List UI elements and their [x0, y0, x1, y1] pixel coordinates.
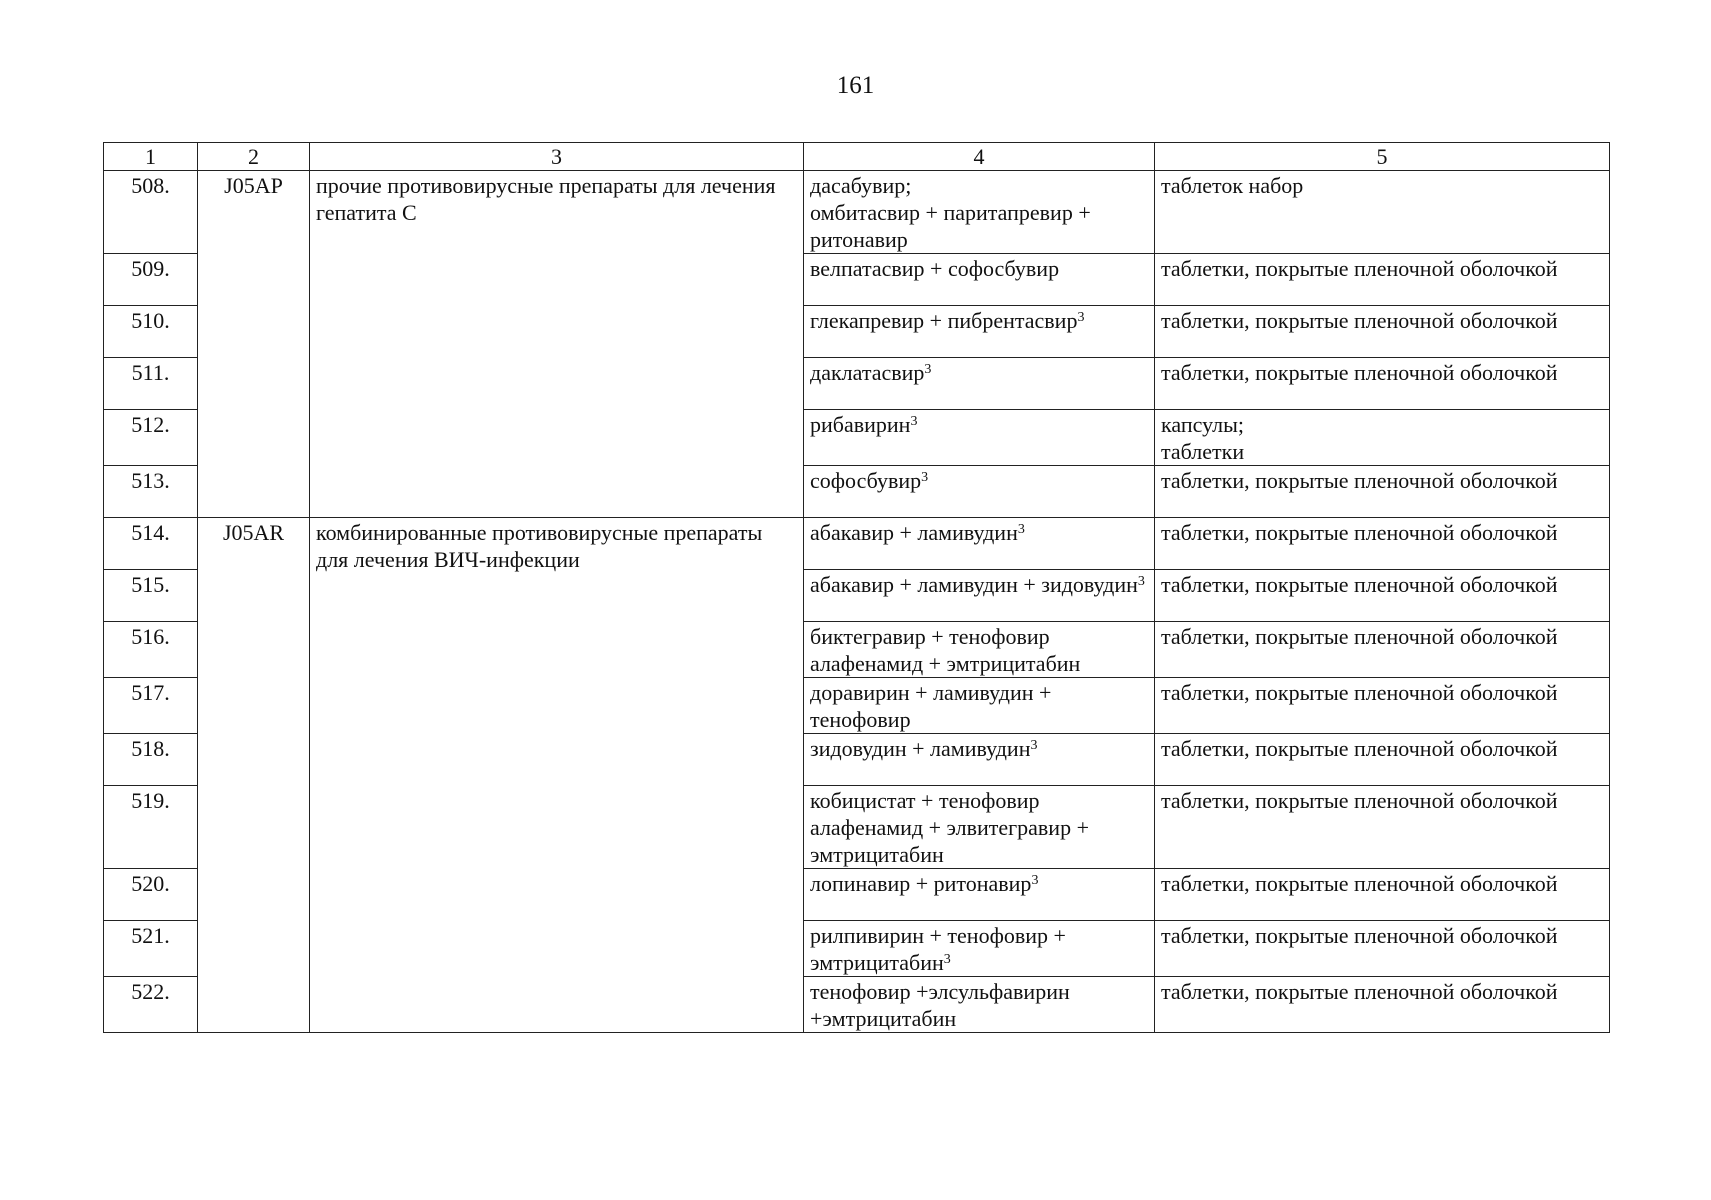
- table-header: [104, 143, 1610, 171]
- footnote-marker: 3: [1031, 873, 1039, 888]
- drug-name: [804, 570, 1155, 622]
- drug-name: [804, 869, 1155, 921]
- drug-name-text: абакавир + ламивудин + зидовудин: [810, 572, 1138, 597]
- table-row: [104, 518, 1610, 570]
- drug-table: [103, 142, 1610, 1033]
- drug-name-text: рилпивирин + тенофовир + эмтрицитабин: [810, 923, 1066, 975]
- drug-name: [804, 358, 1155, 410]
- dosage-form-line: таблетки, покрытые пленочной оболочкой: [1161, 680, 1558, 705]
- drug-name: [804, 254, 1155, 306]
- footnote-marker: 3: [921, 470, 929, 485]
- drug-name-text: дасабувир;: [810, 173, 912, 198]
- row-number: 519.: [104, 786, 198, 869]
- dosage-form: [1155, 921, 1610, 977]
- drug-name-line: [810, 359, 1148, 386]
- dosage-form-line: таблетки, покрытые пленочной оболочкой: [1161, 624, 1558, 649]
- drug-name-line: [810, 571, 1148, 598]
- drug-name-text: рибавирин: [810, 412, 911, 437]
- drug-name: [804, 678, 1155, 734]
- drug-name: [804, 786, 1155, 869]
- row-number: 513.: [104, 466, 198, 518]
- footnote-marker: 3: [1017, 522, 1025, 537]
- drug-name-text: омбитасвир + паритапревир + ритонавир: [810, 200, 1091, 252]
- dosage-form: [1155, 786, 1610, 869]
- drug-name-text: тенофовир +элсульфавирин +эмтрицитабин: [810, 979, 1070, 1031]
- drug-name: [804, 977, 1155, 1033]
- drug-name-line: [810, 787, 1148, 868]
- dosage-form: [1155, 171, 1610, 254]
- drug-name-text: зидовудин + ламивудин: [810, 736, 1031, 761]
- row-number: 510.: [104, 306, 198, 358]
- dosage-form: [1155, 518, 1610, 570]
- row-number: 521.: [104, 921, 198, 977]
- dosage-form-line: таблетки, покрытые пленочной оболочкой: [1161, 360, 1558, 385]
- dosage-form-line: таблетки, покрытые пленочной оболочкой: [1161, 788, 1558, 813]
- dosage-form-line: таблетки: [1161, 439, 1245, 464]
- drug-name-text: велпатасвир + софосбувир: [810, 256, 1060, 281]
- dosage-form-line: таблетки, покрытые пленочной оболочкой: [1161, 256, 1558, 281]
- row-number: 509.: [104, 254, 198, 306]
- footnote-marker: 3: [924, 362, 932, 377]
- drug-name: [804, 921, 1155, 977]
- column-header: 5: [1155, 143, 1610, 171]
- dosage-form-line: таблетки, покрытые пленочной оболочкой: [1161, 923, 1558, 948]
- drug-name-text: лопинавир + ритонавир: [810, 871, 1032, 896]
- drug-name: [804, 622, 1155, 678]
- row-number: 515.: [104, 570, 198, 622]
- row-number: 520.: [104, 869, 198, 921]
- drug-name-line: [810, 679, 1148, 733]
- dosage-form: [1155, 254, 1610, 306]
- dosage-form-line: таблетки, покрытые пленочной оболочкой: [1161, 736, 1558, 761]
- dosage-form: [1155, 466, 1610, 518]
- table-body: [104, 171, 1610, 1033]
- footnote-marker: 3: [1137, 574, 1145, 589]
- footnote-marker: 3: [1030, 738, 1038, 753]
- column-header: 1: [104, 143, 198, 171]
- row-number: 522.: [104, 977, 198, 1033]
- row-number: 517.: [104, 678, 198, 734]
- drug-name-text: доравирин + ламивудин + тенофовир: [810, 680, 1052, 732]
- footnote-marker: 3: [943, 952, 951, 967]
- dosage-form-line: таблетки, покрытые пленочной оболочкой: [1161, 308, 1558, 333]
- footnote-marker: 3: [1077, 310, 1085, 325]
- dosage-form-line: таблетки, покрытые пленочной оболочкой: [1161, 520, 1558, 545]
- group-name: комбинированные противовирусные препараты для лечения ВИЧ-инфекции: [310, 518, 804, 1033]
- drug-name-line: [810, 307, 1148, 334]
- drug-name-line: [810, 870, 1148, 897]
- drug-name: [804, 171, 1155, 254]
- dosage-form: [1155, 869, 1610, 921]
- dosage-form: [1155, 410, 1610, 466]
- drug-name-line: [810, 467, 1148, 494]
- drug-name-line: [810, 199, 1148, 253]
- drug-name-line: [810, 519, 1148, 546]
- dosage-form-line: таблетки, покрытые пленочной оболочкой: [1161, 468, 1558, 493]
- drug-name-text: софосбувир: [810, 468, 922, 493]
- row-number: 511.: [104, 358, 198, 410]
- row-number: 518.: [104, 734, 198, 786]
- footnote-marker: 3: [910, 414, 918, 429]
- page-number: 161: [836, 72, 875, 99]
- drug-name: [804, 410, 1155, 466]
- drug-name-text: биктегравир + тенофовир алафенамид + эмтрицитабин: [810, 624, 1081, 676]
- row-number: 516.: [104, 622, 198, 678]
- dosage-form-line: таблеток набор: [1161, 173, 1304, 198]
- row-number: 512.: [104, 410, 198, 466]
- dosage-form-line: таблетки, покрытые пленочной оболочкой: [1161, 572, 1558, 597]
- drug-name-line: [810, 411, 1148, 438]
- drug-name-line: [810, 735, 1148, 762]
- row-number: 514.: [104, 518, 198, 570]
- drug-name-text: даклатасвир: [810, 360, 925, 385]
- row-number: 508.: [104, 171, 198, 254]
- table-row: [104, 171, 1610, 254]
- group-name: прочие противовирусные препараты для лечения гепатита С: [310, 171, 804, 518]
- drug-name-line: [810, 922, 1148, 976]
- dosage-form: [1155, 678, 1610, 734]
- drug-name: [804, 734, 1155, 786]
- drug-name: [804, 466, 1155, 518]
- drug-name-text: абакавир + ламивудин: [810, 520, 1018, 545]
- column-header: 3: [310, 143, 804, 171]
- drug-name-line: [810, 978, 1148, 1032]
- drug-name-text: глекапревир + пибрентасвир: [810, 308, 1078, 333]
- column-header: 2: [198, 143, 310, 171]
- drug-name-line: [810, 172, 1148, 199]
- column-header: 4: [804, 143, 1155, 171]
- atc-code: J05AP: [198, 171, 310, 518]
- dosage-form: [1155, 306, 1610, 358]
- drug-name: [804, 306, 1155, 358]
- dosage-form: [1155, 622, 1610, 678]
- drug-name-line: [810, 255, 1148, 282]
- dosage-form: [1155, 734, 1610, 786]
- atc-code: J05AR: [198, 518, 310, 1033]
- dosage-form: [1155, 358, 1610, 410]
- dosage-form: [1155, 570, 1610, 622]
- dosage-form: [1155, 977, 1610, 1033]
- drug-name-text: кобицистат + тенофовир алафенамид + элвитегравир + эмтрицитабин: [810, 788, 1089, 867]
- drug-name-line: [810, 623, 1148, 677]
- dosage-form-line: таблетки, покрытые пленочной оболочкой: [1161, 871, 1558, 896]
- drug-name: [804, 518, 1155, 570]
- dosage-form-line: таблетки, покрытые пленочной оболочкой: [1161, 979, 1558, 1004]
- dosage-form-line: капсулы;: [1161, 412, 1244, 437]
